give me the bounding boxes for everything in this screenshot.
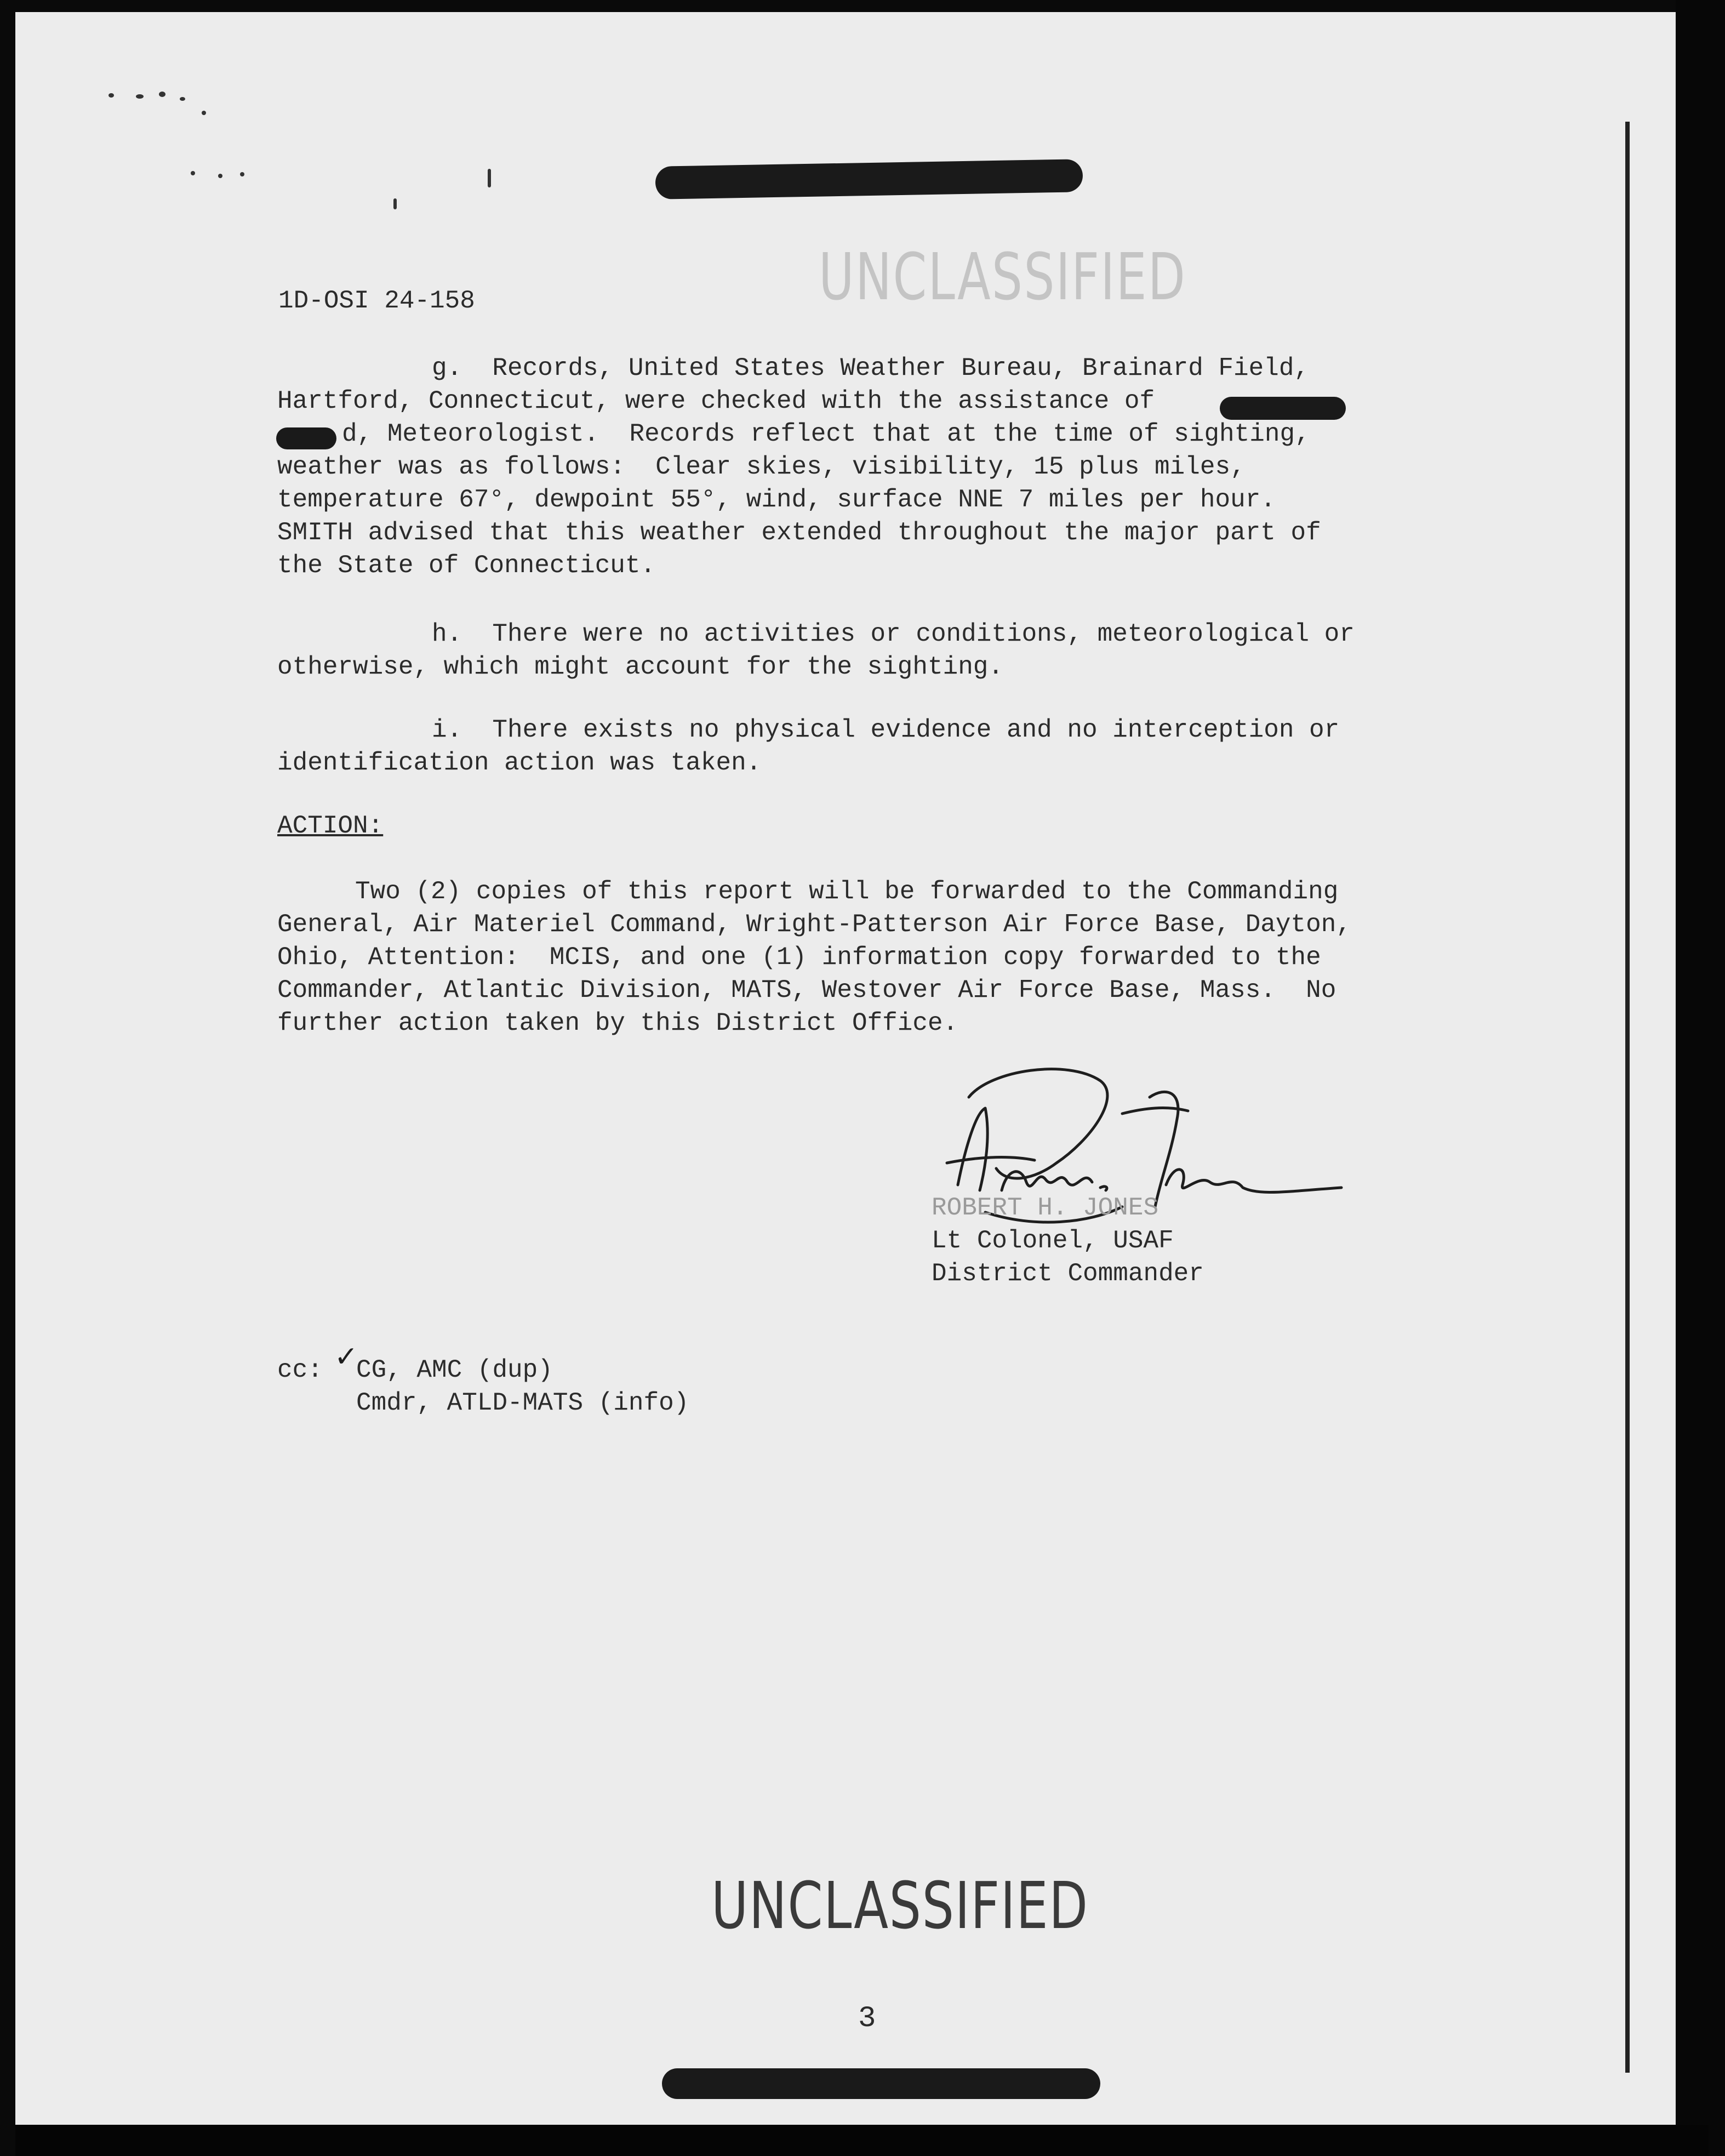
redaction-name-1 bbox=[1220, 397, 1346, 420]
paragraph-g-line-3: d, Meteorologist. Records reflect that at the time of sighting, bbox=[342, 420, 1310, 448]
action-line-5: further action taken by this District Office. bbox=[277, 1009, 958, 1037]
paragraph-g-line-2: Hartford, Connecticut, were checked with the assistance of bbox=[277, 387, 1155, 415]
cc-label: cc: bbox=[277, 1356, 323, 1384]
unclassified-stamp-top: UNCLASSIFIED bbox=[819, 239, 1187, 315]
signer-name: ROBERT H. JONES bbox=[932, 1194, 1159, 1222]
action-line-1: Two (2) copies of this report will be forwarded to the Commanding bbox=[355, 877, 1339, 906]
film-border-right bbox=[1676, 0, 1725, 2156]
cc-line-2: Cmdr, ATLD-MATS (info) bbox=[356, 1389, 689, 1417]
paragraph-g-line-1: g. Records, United States Weather Bureau, Brainard Field, bbox=[432, 354, 1310, 383]
file-reference: 1D-OSI 24-158 bbox=[278, 287, 475, 315]
redaction-bottom-classification bbox=[662, 2068, 1100, 2099]
paragraph-h-line-2: otherwise, which might account for the sighting. bbox=[277, 653, 1004, 681]
checkmark-icon: ✓ bbox=[334, 1341, 358, 1373]
paragraph-g-line-5: temperature 67°, dewpoint 55°, wind, surface NNE 7 miles per hour. bbox=[277, 486, 1276, 514]
document-page bbox=[15, 12, 1676, 2125]
page-edge-line bbox=[1625, 122, 1630, 2073]
paragraph-i-line-1: i. There exists no physical evidence and no interception or bbox=[432, 716, 1340, 744]
signer-title: District Commander bbox=[932, 1259, 1204, 1288]
paragraph-h-line-1: h. There were no activities or conditions, meteorological or bbox=[432, 620, 1355, 648]
paragraph-g-line-7: the State of Connecticut. bbox=[277, 551, 656, 580]
page-number: 3 bbox=[858, 2002, 876, 2035]
unclassified-stamp-bottom: UNCLASSIFIED bbox=[711, 1868, 1089, 1943]
redaction-top-classification bbox=[655, 159, 1083, 199]
redaction-name-2 bbox=[276, 427, 336, 449]
action-line-4: Commander, Atlantic Division, MATS, Westover Air Force Base, Mass. No bbox=[277, 976, 1336, 1005]
paragraph-g-line-6: SMITH advised that this weather extended throughout the major part of bbox=[277, 518, 1321, 547]
cc-line-1: CG, AMC (dup) bbox=[356, 1356, 553, 1384]
action-line-2: General, Air Materiel Command, Wright-Patterson Air Force Base, Dayton, bbox=[277, 910, 1351, 939]
paragraph-g-line-4: weather was as follows: Clear skies, visibility, 15 plus miles, bbox=[277, 453, 1246, 481]
film-border-bottom bbox=[15, 2125, 1709, 2156]
action-heading: ACTION: bbox=[277, 812, 384, 840]
paragraph-i-line-2: identification action was taken. bbox=[277, 749, 762, 777]
signer-rank: Lt Colonel, USAF bbox=[932, 1227, 1174, 1255]
action-line-3: Ohio, Attention: MCIS, and one (1) information copy forwarded to the bbox=[277, 943, 1321, 972]
